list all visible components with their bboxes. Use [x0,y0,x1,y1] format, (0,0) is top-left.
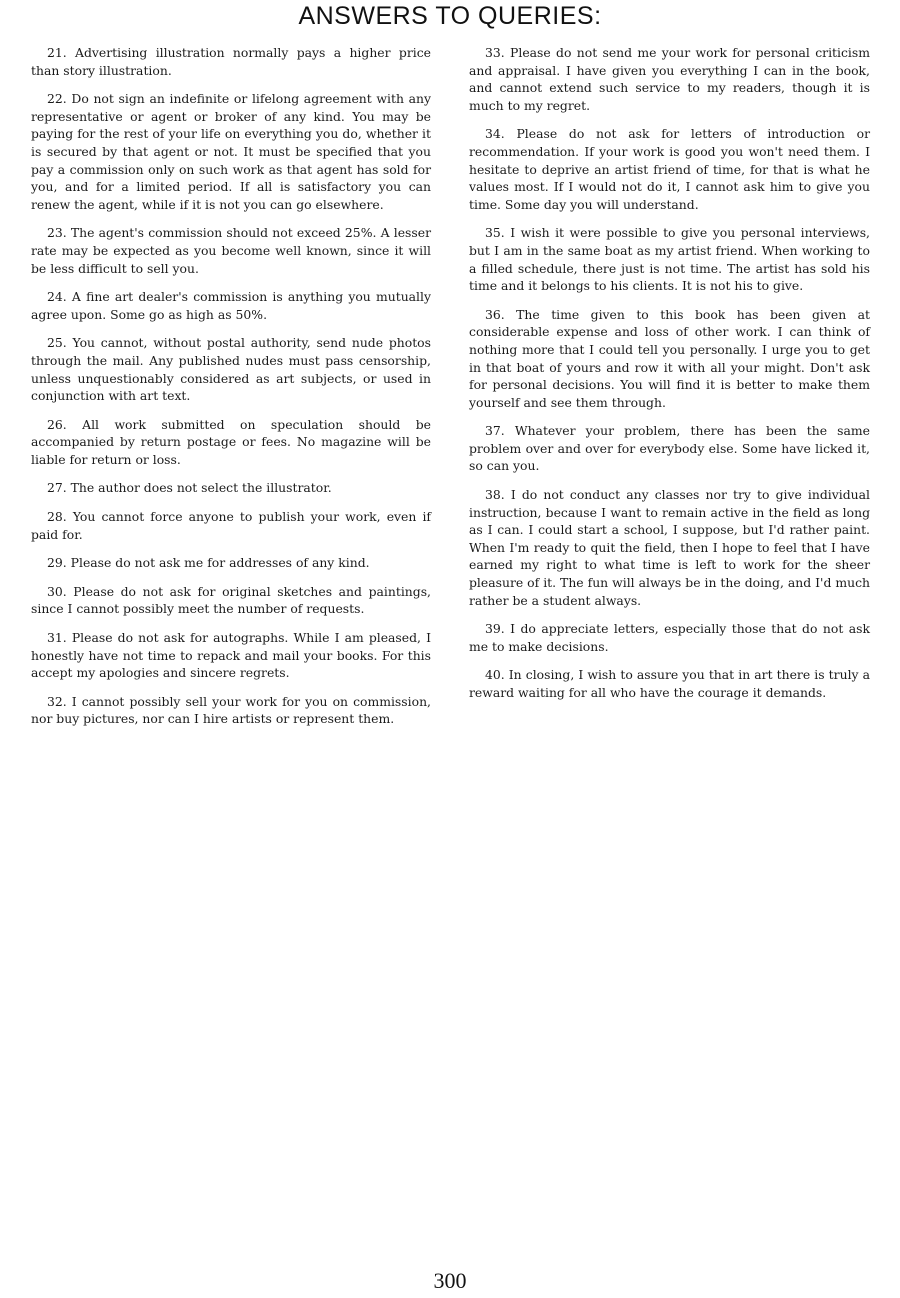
answer-24: 24. A fine art dealer's commission is anything you mutually agree upon. Some go as high as 50%. [31,289,431,322]
answer-38: 38. I do not conduct any classes nor try to give individual instruction, because I want to remain active in the field as long as I can. I could start a school, I suppose, but I'd rather paint. When I'm ready to quit the field, then I hope to feel that I have earned my right to what time is left to work for the sheer pleasure of it. The fun will always be in the doing, and I'd much rather be a student always. [469,487,870,608]
answer-31: 31. Please do not ask for autographs. While I am pleased, I honestly have not time to repack and mail your books. For this accept my apologies and sincere regrets. [31,630,431,681]
right-column [469,44,870,713]
answer-26: 26. All work submitted on speculation should be accompanied by return postage or fees. No magazine will be liable for return or loss. [31,416,431,467]
answer-36: 36. The time given to this book has been given at considerable expense and loss of other work. I can think of nothing more that I could tell you personally. I urge you to get in that boat of yours and row it with all your might. Don't ask for personal decisions. You will find it is better to make them yourself and see them through. [469,306,870,410]
answer-32: 32. I cannot possibly sell your work for you on commission, nor buy pictures, nor can I hire artists or represent them. [31,693,431,727]
answer-25: 25. You cannot, without postal authority, send nude photos through the mail. Any published nudes must pass censorship, unless unquestionably considered as art subjects, or used in conjunction with art text. [31,335,431,404]
answer-29: 29. Please do not ask me for addresses of any kind. [47,555,370,571]
answer-22: 22. Do not sign an indefinite or lifelong agreement with any representative or agent or broker of any kind. You may be paying for the rest of your life on everything you do, whether it is secured by that agent or not. It must be specified that you pay a commission only on such work as that agent has sold for you, and for a limited period. If all is satisfactory you can renew the agent, while if it is not you can go elsewhere. [31,91,431,212]
answer-39: 39. I do appreciate letters, especially those that do not ask me to make decisions. [469,621,870,654]
answer-33: 33. Please do not send me your work for personal criticism and appraisal. I have given you everything I can in the book, and cannot extend such service to my readers, though it is much to my regret. [469,45,870,113]
answer-30: 30. Please do not ask for original sketches and paintings, since I cannot possibly meet the number of requests. [31,583,431,617]
answer-37: 37. Whatever your problem, there has been the same problem over and over for everybody else. Some have licked it, so can you. [469,423,870,474]
answer-23: 23. The agent's commission should not exceed 25%. A lesser rate may be expected as you become well known, since it will be less difficult to sell you. [31,225,431,276]
answer-35: 35. I wish it were possible to give you personal interviews, but I am in the same boat as my artist friend. When working to a filled schedule, there just is not time. The artist has sold his time and it belongs to his clients. It is not his to give. [469,225,870,294]
answer-27: 27. The author does not select the illustrator. [47,480,332,496]
answer-21: 21. Advertising illustration normally pays a higher price than story illustration. [31,45,431,78]
answer-40: 40. In closing, I wish to assure you that in art there is truly a reward waiting for all who have the courage it demands. [469,667,870,700]
page-number: 300 [433,1268,467,1293]
answer-28: 28. You cannot force anyone to publish your work, even if paid for. [31,509,431,542]
page-title: ANSWERS TO QUERIES: [298,2,602,30]
answer-34: 34. Please do not ask for letters of introduction or recommendation. If your work is good you won't need them. I hesitate to deprive an artist friend of time, for that is what he values most. If I would not do it, I cannot ask him to give you time. Some day you will understand. [469,126,870,212]
left-column [31,44,431,739]
